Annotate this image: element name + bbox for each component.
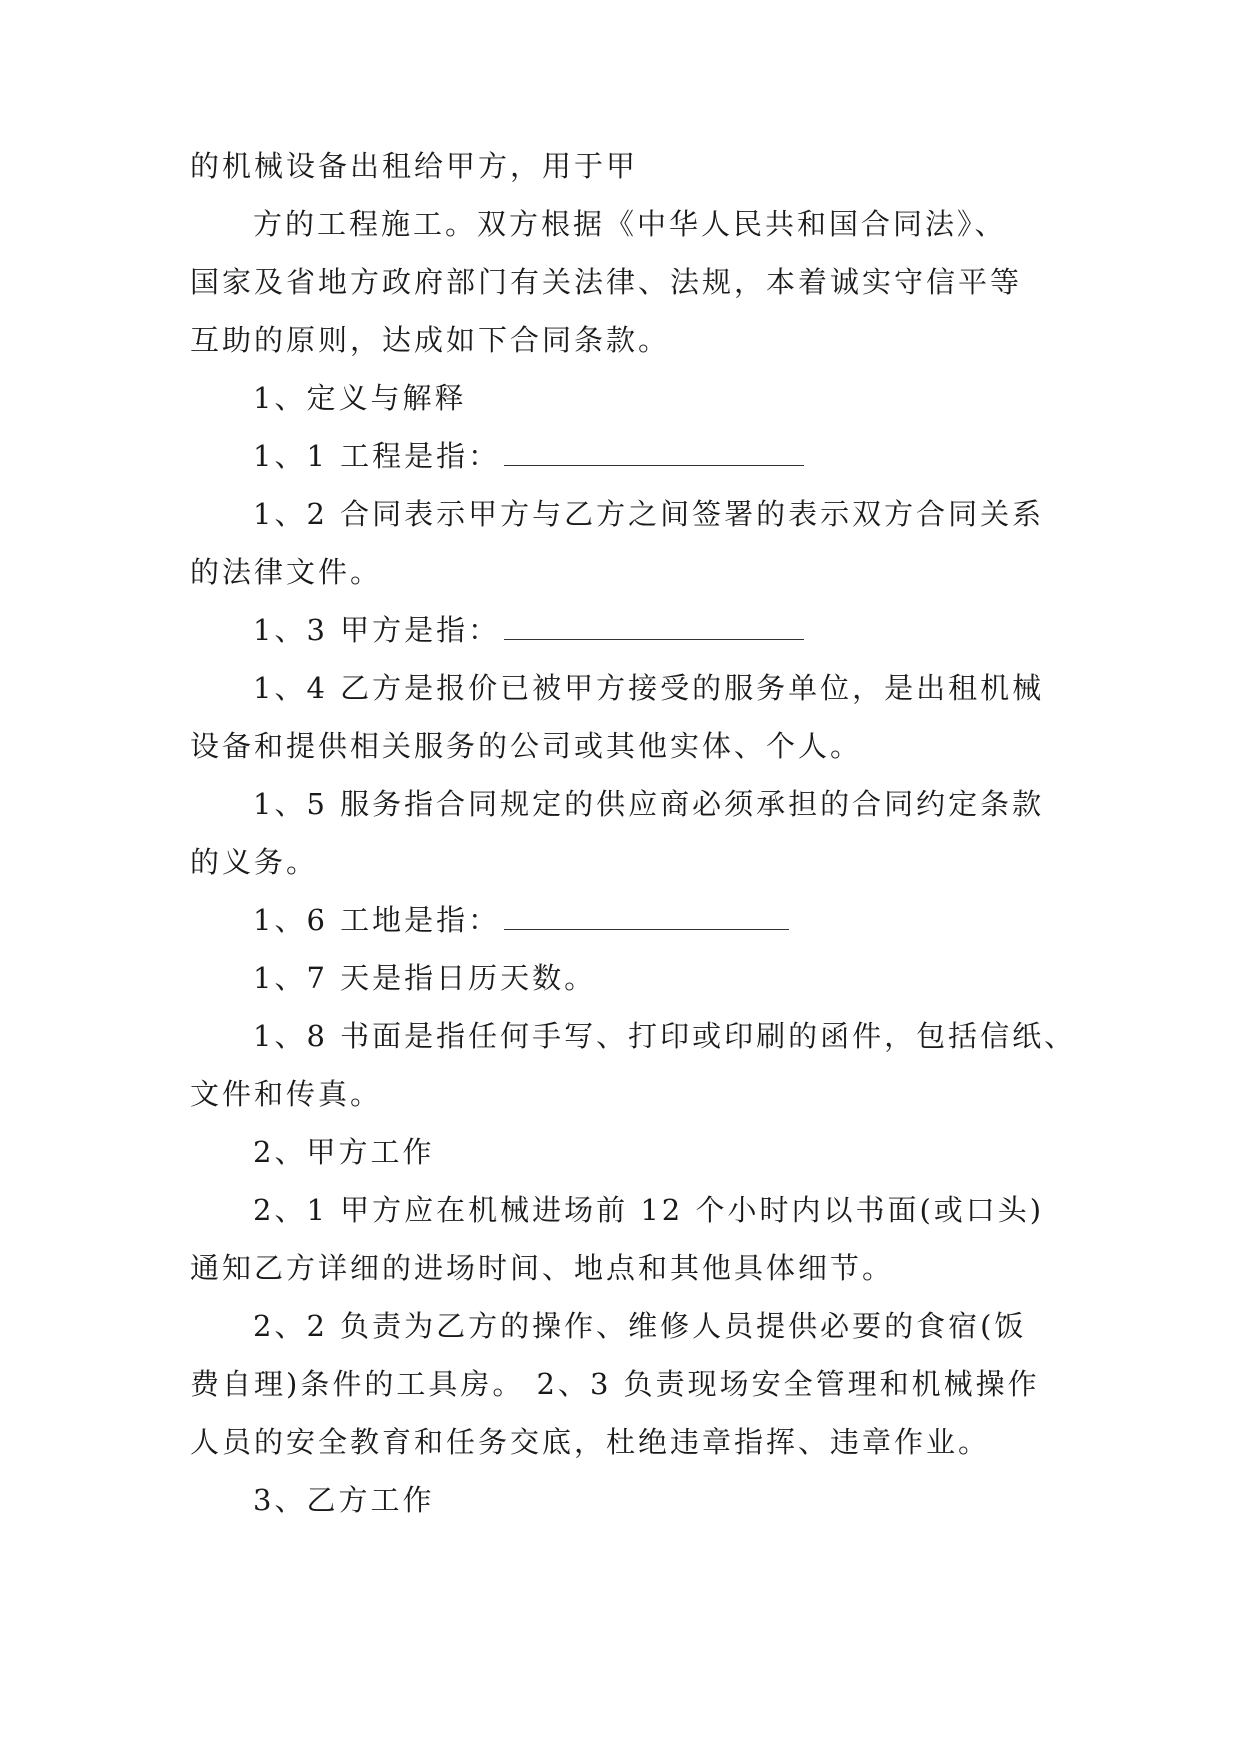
definition-line	[253, 900, 789, 940]
fill-in-blank	[504, 905, 789, 930]
fill-in-blank	[504, 441, 804, 466]
section-heading: 3、乙方工作	[253, 1483, 435, 1517]
text-line: 文件和传真。	[190, 1077, 383, 1111]
text-line: 国家及省地方政府部门有关法律、法规，本着诚实守信平等	[190, 265, 1023, 299]
text-line: 费自理)条件的工具房。 2、3 负责现场安全管理和机械操作	[190, 1367, 1040, 1401]
text-line: 1、4 乙方是报价已被甲方接受的服务单位，是出租机械	[253, 671, 1045, 705]
text-line: 的机械设备出租给甲方，用于甲	[190, 149, 639, 183]
text-line: 方的工程施工。双方根据《中华人民共和国合同法》、	[253, 207, 1007, 241]
definition-line	[253, 436, 804, 476]
text-line: 2、2 负责为乙方的操作、维修人员提供必要的食宿(饭	[253, 1309, 1027, 1343]
definition-line	[253, 610, 804, 650]
text-line: 人员的安全教育和任务交底，杜绝违章指挥、违章作业。	[190, 1425, 991, 1459]
definition-label: 1、3 甲方是指：	[253, 613, 501, 647]
text-line: 1、2 合同表示甲方与乙方之间签署的表示双方合同关系	[253, 497, 1045, 531]
text-line: 通知乙方详细的进场时间、地点和其他具体细节。	[190, 1251, 895, 1285]
text-line: 1、7 天是指日历天数。	[253, 961, 597, 995]
definition-label: 1、1 工程是指：	[253, 439, 501, 473]
section-heading: 1、定义与解释	[253, 381, 467, 415]
text-line: 互助的原则，达成如下合同条款。	[190, 323, 671, 357]
section-heading: 2、甲方工作	[253, 1135, 435, 1169]
text-line: 1、8 书面是指任何手写、打印或印刷的函件，包括信纸、	[253, 1019, 1077, 1053]
definition-label: 1、6 工地是指：	[253, 903, 501, 937]
text-line: 的义务。	[190, 845, 319, 879]
text-line: 1、5 服务指合同规定的供应商必须承担的合同约定条款	[253, 787, 1045, 821]
fill-in-blank	[504, 615, 804, 640]
text-line: 设备和提供相关服务的公司或其他实体、个人。	[190, 729, 863, 763]
text-line: 2、1 甲方应在机械进场前 12 个小时内以书面(或口头)	[253, 1193, 1045, 1227]
text-line: 的法律文件。	[190, 555, 383, 589]
